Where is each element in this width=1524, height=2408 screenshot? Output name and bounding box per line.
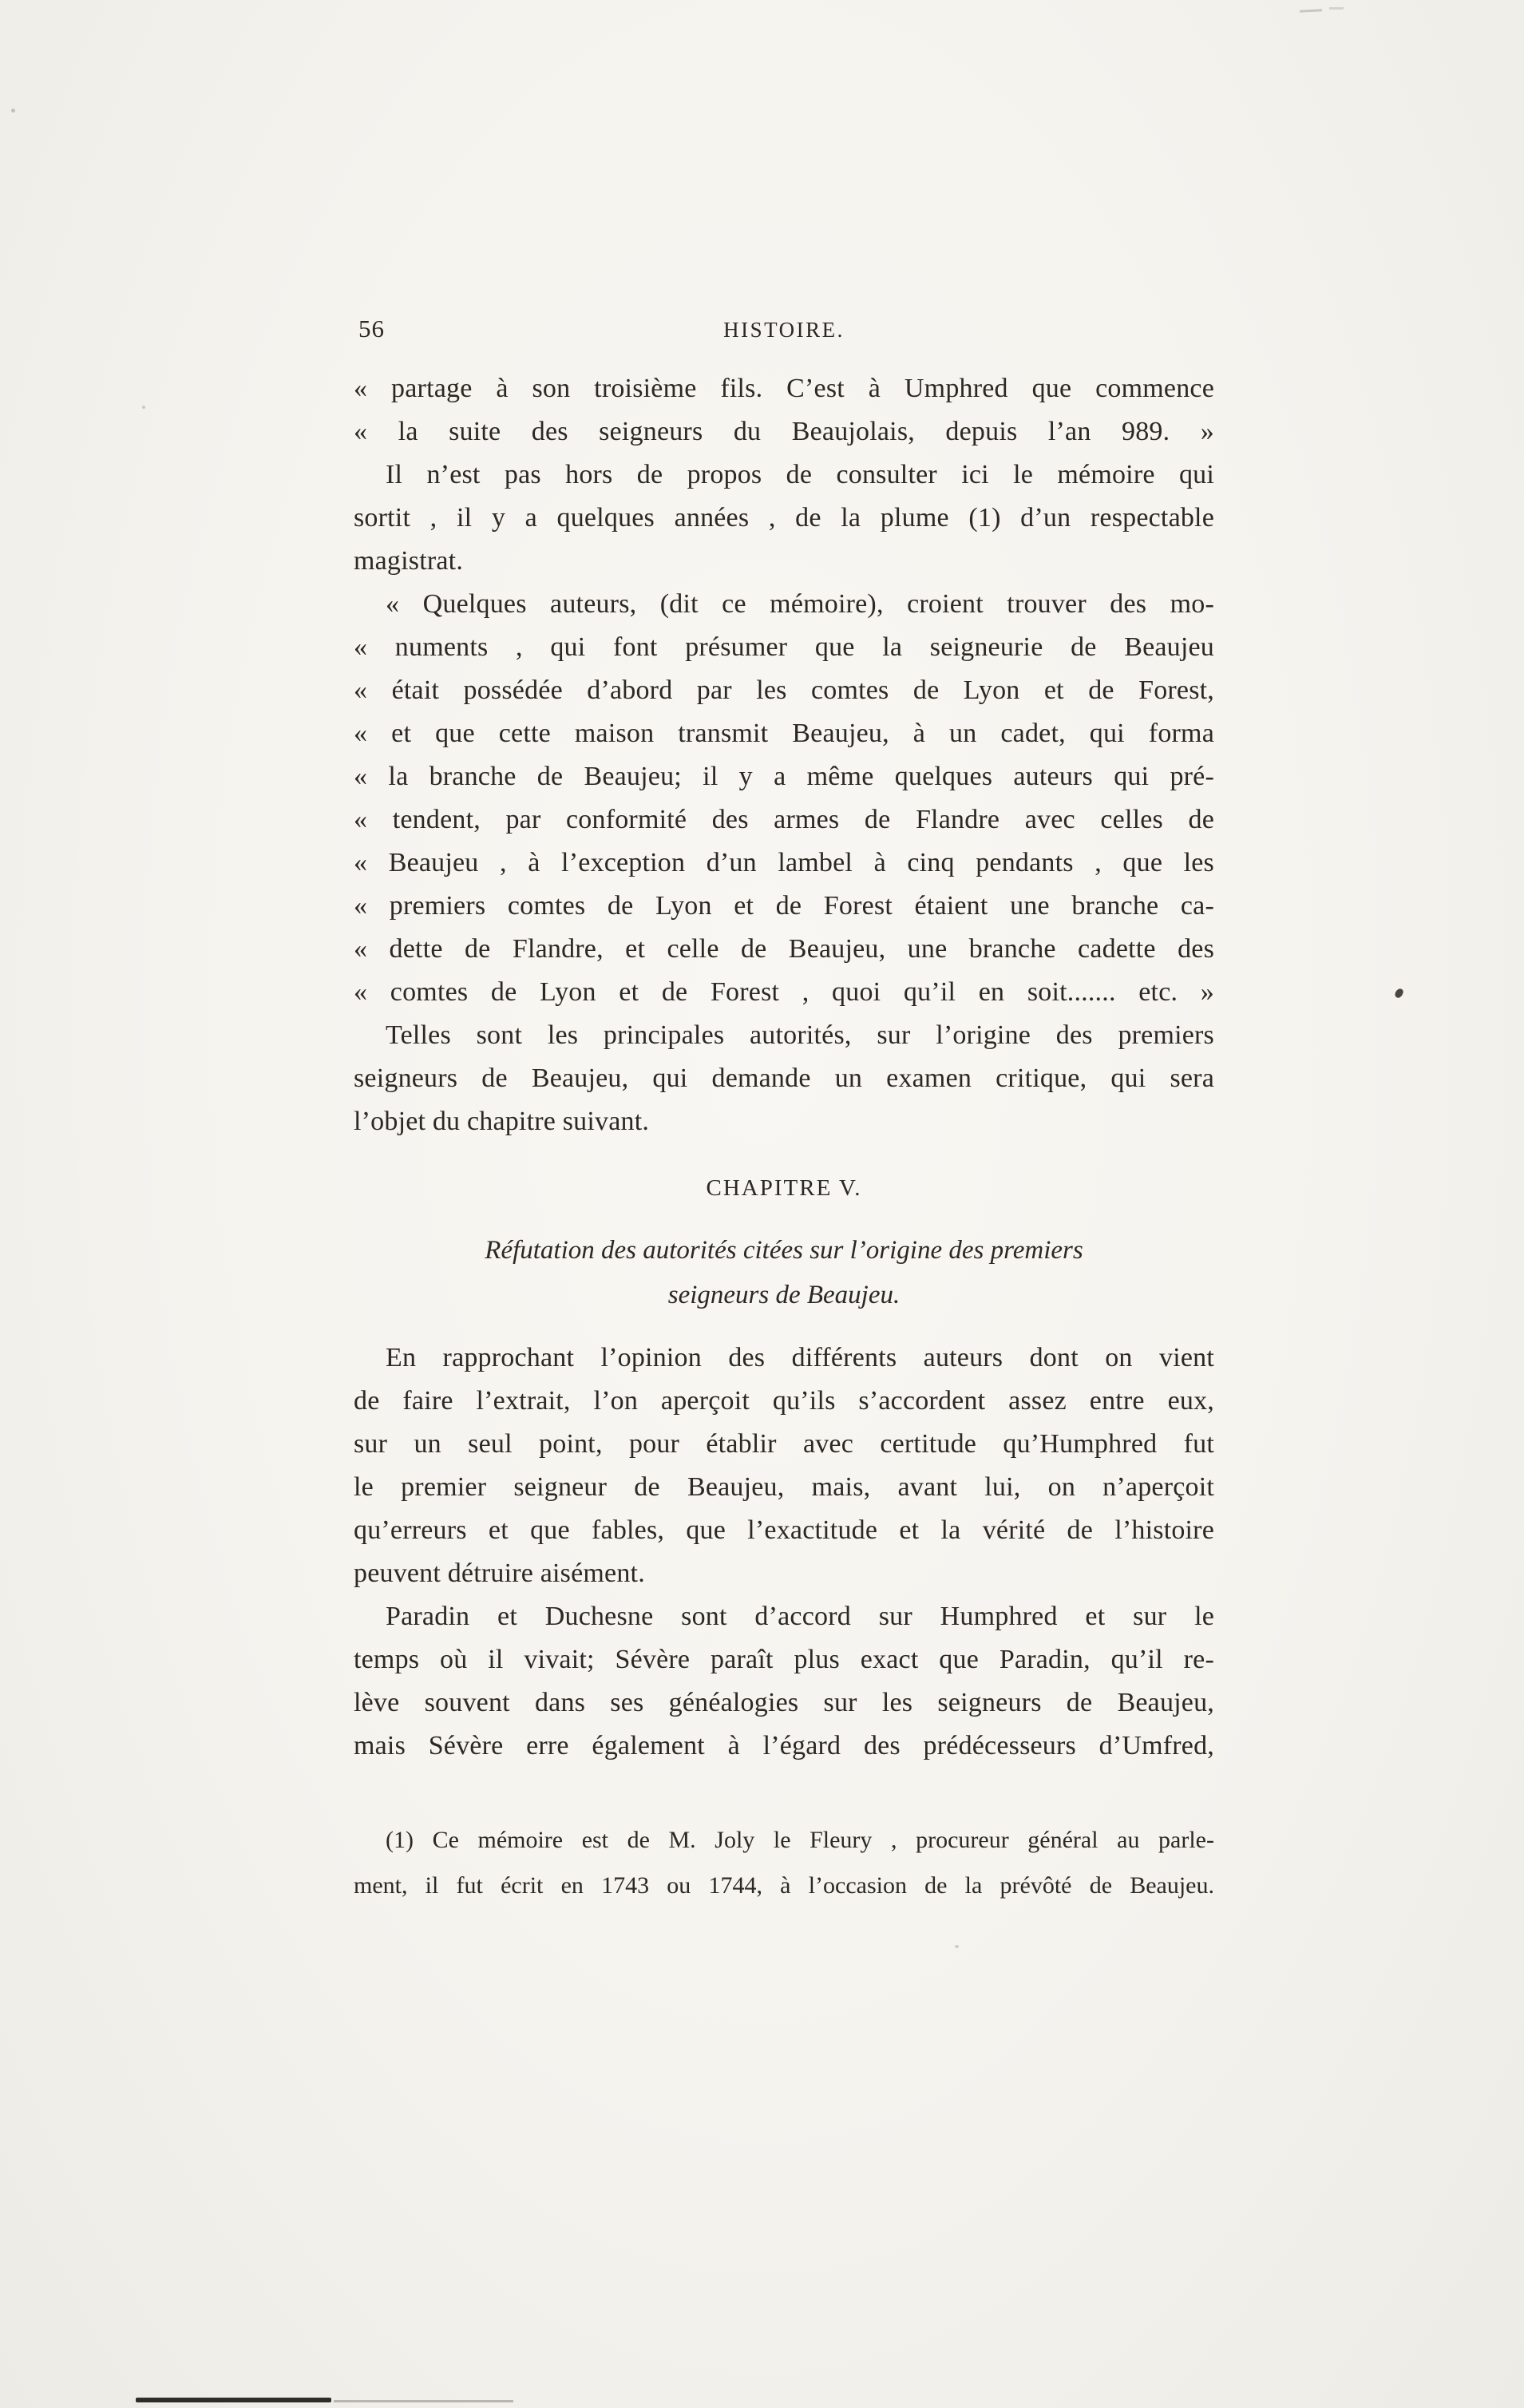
scan-artifact-dash — [1300, 9, 1322, 12]
text-line: l’objet du chapitre suivant. — [354, 1107, 650, 1136]
text-line: « la branche de Beaujeu; il y a même quelques auteurs qui pré- — [354, 762, 1214, 791]
text-line: temps où il vivait; Sévère paraît plus exact que Paradin, qu’il re- — [354, 1645, 1214, 1674]
paragraph-quote-memoire — [354, 583, 1214, 1014]
scan-artifact-speck — [142, 406, 145, 409]
text-line: peuvent détruire aisément. — [354, 1558, 645, 1588]
footnote — [354, 1817, 1214, 1908]
text-line: lève souvent dans ses généalogies sur les seigneurs de Beaujeu, — [354, 1688, 1214, 1717]
text-line: « la suite des seigneurs du Beaujolais, depuis l’an 989. » — [354, 417, 1214, 446]
running-title: HISTOIRE. — [723, 318, 845, 342]
text-line: « premiers comtes de Lyon et de Forest étaient une branche ca- — [354, 891, 1214, 921]
text-line: qu’erreurs et que fables, que l’exactitude et la vérité de l’histoire — [354, 1515, 1214, 1545]
text-line: « tendent, par conformité des armes de Flandre avec celles de — [354, 805, 1214, 834]
text-line: « Beaujeu , à l’exception d’un lambel à cinq pendants , que les — [354, 848, 1214, 877]
scan-artifact-speck — [955, 1945, 959, 1948]
text-line: « partage à son troisième fils. C’est à Umphred que commence — [354, 374, 1214, 403]
chapter-heading: CHAPITRE V. — [706, 1175, 862, 1201]
chapter-subtitle — [354, 1228, 1214, 1317]
text-column — [354, 313, 1214, 1908]
text-line: seigneurs de Beaujeu, qui demande un examen critique, qui sera — [354, 1063, 1214, 1093]
footnote-line: (1) Ce mémoire est de M. Joly le Fleury , procureur général au parle- — [386, 1827, 1214, 1853]
text-line: magistrat. — [354, 546, 464, 576]
chapter-subtitle-line: seigneurs de Beaujeu. — [667, 1281, 901, 1309]
scan-artifact-ink-dot — [1394, 988, 1404, 1000]
paragraph-paradin — [354, 1595, 1214, 1768]
text-line: Paradin et Duchesne sont d’accord sur Humphred et sur le — [386, 1602, 1214, 1631]
text-line: mais Sévère erre également à l’égard des prédécesseurs d’Umfred, — [354, 1731, 1214, 1760]
scan-artifact-speck — [11, 109, 15, 113]
page-number: 56 — [358, 315, 385, 343]
chapter-subtitle-line: Réfutation des autorités citées sur l’origine des premiers — [485, 1236, 1083, 1265]
text-line: « était possédée d’abord par les comtes de Lyon et de Forest, — [354, 675, 1214, 705]
paragraph-telles — [354, 1014, 1214, 1143]
text-line: « Quelques auteurs, (dit ce mémoire), croient trouver des mo- — [386, 589, 1214, 619]
scan-artifact-edge-line — [136, 2398, 331, 2402]
text-line: En rapprochant l’opinion des différents auteurs dont on vient — [386, 1343, 1214, 1372]
paragraph-memoire — [354, 453, 1214, 583]
text-line: de faire l’extrait, l’on aperçoit qu’ils s’accordent assez entre eux, — [354, 1386, 1214, 1416]
text-line: Telles sont les principales autorités, sur l’origine des premiers — [386, 1020, 1214, 1050]
text-line: « et que cette maison transmit Beaujeu, à un cadet, qui forma — [354, 719, 1214, 748]
scan-artifact-edge-line — [334, 2400, 513, 2402]
text-line: sur un seul point, pour établir avec certitude qu’Humphred fut — [354, 1429, 1214, 1459]
scan-artifact-dash — [1329, 7, 1344, 10]
text-line: le premier seigneur de Beaujeu, mais, avant lui, on n’aperçoit — [354, 1472, 1214, 1502]
page-header — [354, 313, 1214, 350]
text-line: « numents , qui font présumer que la seigneurie de Beaujeu — [354, 632, 1214, 662]
text-line: Il n’est pas hors de propos de consulter ici le mémoire qui — [386, 460, 1214, 489]
paragraph-rapprochant — [354, 1337, 1214, 1595]
text-line: « comtes de Lyon et de Forest , quoi qu’il en soit....... etc. » — [354, 977, 1214, 1007]
footnote-line: ment, il fut écrit en 1743 ou 1744, à l’occasion de la prévôté de Beaujeu. — [354, 1872, 1214, 1899]
text-line: sortit , il y a quelques années , de la plume (1) d’un respectable — [354, 503, 1214, 533]
paragraph-quote-continuation — [354, 367, 1214, 453]
text-line: « dette de Flandre, et celle de Beaujeu, une branche cadette des — [354, 934, 1214, 964]
